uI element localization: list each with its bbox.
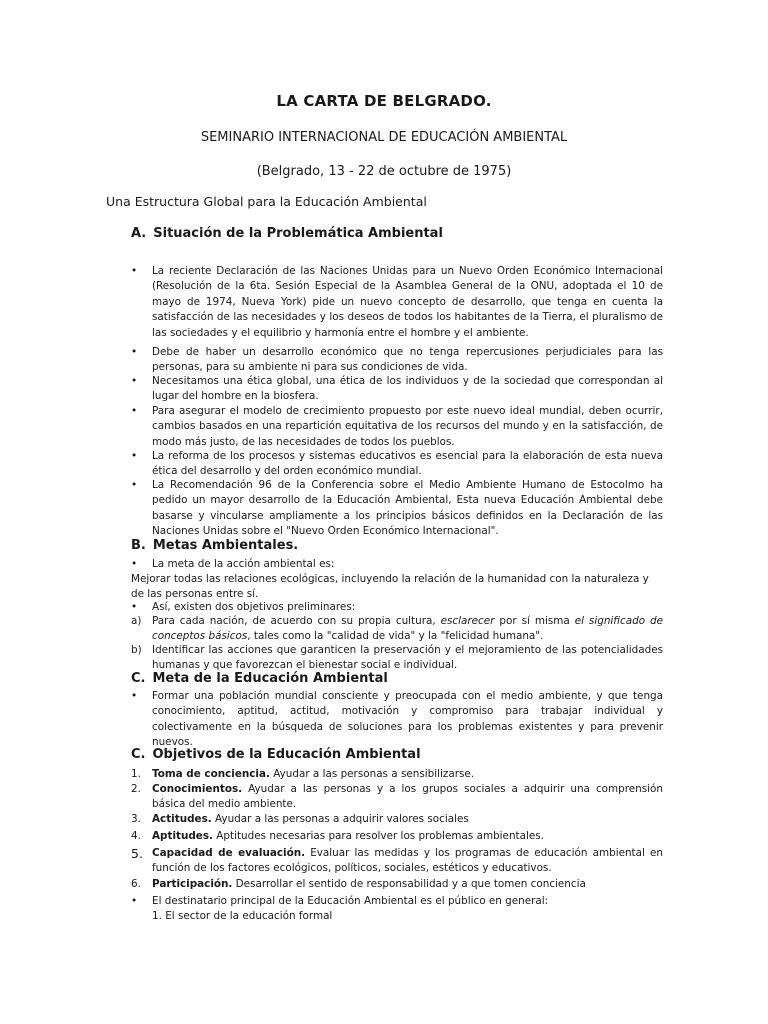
list-number: 2. (131, 783, 141, 795)
list-item (131, 689, 663, 751)
objective-item (131, 812, 663, 827)
objective-text: Toma de conciencia. Ayudar a las personas a sensibilizarse. (152, 768, 475, 780)
intro-heading: Una Estructura Global para la Educación Ambiental (106, 194, 427, 209)
list-item-text: La Recomendación 96 de la Conferencia sobre el Medio Ambiente Humano de Estocolmo ha pedido un mayor desarrollo de la Educación Ambiental, Esta nueva Educación Ambiental debe basarse y vincularse ampliamente a los principios básicos definidos en la Declaración de las Naciones Unidas sobre el "Nuevo Orden Económico Internacional". (152, 479, 663, 538)
list-number: 1. (131, 768, 141, 780)
section-letter: C. (131, 747, 146, 762)
section-b-heading (131, 538, 298, 553)
list-number: 4. (131, 830, 141, 842)
section-c-objetivos-heading (131, 747, 421, 762)
list-item (131, 264, 663, 341)
list-item-text: Debe de haber un desarrollo económico que no tenga repercusiones perjudiciales para las personas, para su ambiente ni para sus condiciones de vida. (152, 346, 663, 374)
objective-item (131, 877, 663, 892)
list-item (131, 449, 663, 480)
list-item (131, 374, 663, 405)
document-subtitle: SEMINARIO INTERNACIONAL DE EDUCACIÓN AMBIENTAL (200, 130, 568, 145)
section-letter: B. (131, 538, 146, 553)
objective-text: Actitudes. Ayudar a las personas a adquirir valores sociales (152, 813, 469, 825)
objective-item (131, 829, 663, 844)
list-item (131, 643, 663, 674)
objective-item (131, 782, 663, 813)
list-item (131, 345, 663, 376)
objective-text: Conocimientos. Ayudar a las personas y a los grupos sociales a adquirir una comprensión básica del medio ambiente. (152, 783, 663, 811)
list-item-text: La reforma de los procesos y sistemas educativos es esencial para la elaboración de esta nueva ética del desarrollo y del orden económico mundial. (152, 450, 663, 478)
section-letter: A. (131, 226, 147, 241)
section-letter: C. (131, 671, 146, 686)
section-title: Situación de la Problemática Ambiental (153, 226, 443, 241)
bullet-icon: • (131, 346, 138, 358)
list-item-text: Formar una población mundial consciente y preocupada con el medio ambiente, y que tenga conocimiento, aptitud, actitud, motivación y compromiso para trabajar individual y colectivamente en la búsqueda de soluciones para los problemas existentes y para prevenir nuevos. (152, 690, 663, 749)
list-marker: b) (131, 644, 142, 656)
list-item-text: 1. El sector de la educación formal (152, 910, 333, 922)
objective-text: Capacidad de evaluación. Evaluar las medidas y los programas de educación ambiental en función de los factores ecológicos, políticos, sociales, estéticos y educativos. (152, 847, 663, 875)
section-title: Meta de la Educación Ambiental (152, 671, 388, 686)
place-dates: (Belgrado, 13 - 22 de octubre de 1975) (256, 164, 512, 179)
list-item-text: La reciente Declaración de las Naciones Unidas para un Nuevo Orden Económico Internacional (Resolución de la 6ta. Sesión Especial de la Asamblea General de la ONU, adoptada el 10 de mayo de 1974, Nueva York) pide un nuevo concepto de desarrollo, que tenga en cuenta la satisfacción de las necesidades y los deseos de todos los habitantes de la Tierra, el pluralismo de las sociedades y el equilibrio y harmonía entre el hombre y el ambiente. (152, 265, 663, 339)
list-number: 5. (131, 846, 143, 861)
section-a-heading (131, 226, 443, 241)
list-item-text: El destinatario principal de la Educación Ambiental es el público en general: (152, 895, 549, 907)
list-item-text: Identificar las acciones que garanticen la preservación y el mejoramiento de las potencialidades humanas y que favorezcan el bienestar social e individual. (152, 644, 663, 672)
list-item (131, 894, 663, 909)
list-item-text: Necesitamos una ética global, una ética de los individuos y de la sociedad que correspondan al lugar del hombre en la biosfera. (152, 375, 663, 403)
bullet-icon: • (131, 405, 138, 417)
list-item (131, 478, 663, 540)
section-title: Objetivos de la Educación Ambiental (152, 747, 421, 762)
objective-text: Participación. Desarrollar el sentido de responsabilidad y a que tomen conciencia (152, 878, 586, 890)
list-item (131, 614, 663, 645)
list-marker: a) (131, 615, 142, 627)
list-item-text: Así, existen dos objetivos preliminares: (152, 601, 356, 613)
list-item (131, 404, 663, 450)
list-item-text: La meta de la acción ambiental es: (152, 558, 335, 570)
section-title: Metas Ambientales. (152, 538, 299, 553)
list-number: 3. (131, 813, 141, 825)
list-item (131, 557, 663, 572)
section-c-meta-heading (131, 671, 388, 686)
list-item-text: Para cada nación, de acuerdo con su propia cultura, esclarecer por sí misma el significado de conceptos básicos, tales como la "calidad de vida" y la "felicidad humana". (152, 615, 663, 643)
bullet-icon: • (131, 265, 138, 277)
bullet-icon: • (131, 895, 138, 907)
bullet-icon: • (131, 690, 138, 702)
goal-text: Mejorar todas las relaciones ecológicas, incluyendo la relación de la humanidad con la naturaleza y de las personas entre sí. (131, 573, 649, 601)
objective-item (131, 846, 663, 877)
objective-item (131, 767, 663, 782)
bullet-icon: • (131, 601, 138, 613)
bullet-icon: • (131, 375, 138, 387)
document-title: LA CARTA DE BELGRADO. (276, 92, 492, 110)
list-item (131, 909, 663, 924)
bullet-icon: • (131, 450, 138, 462)
bullet-icon: • (131, 479, 138, 491)
objective-text: Aptitudes. Aptitudes necesarias para resolver los problemas ambientales. (152, 830, 544, 842)
bullet-icon: • (131, 558, 138, 570)
list-number: 6. (131, 878, 141, 890)
list-item-text: Para asegurar el modelo de crecimiento propuesto por este nuevo ideal mundial, deben ocurrir, cambios basados en una repartición equitativa de los recursos del mundo y en la satisfacción, de modo más justo, de las necesidades de todos los pueblos. (152, 405, 663, 448)
